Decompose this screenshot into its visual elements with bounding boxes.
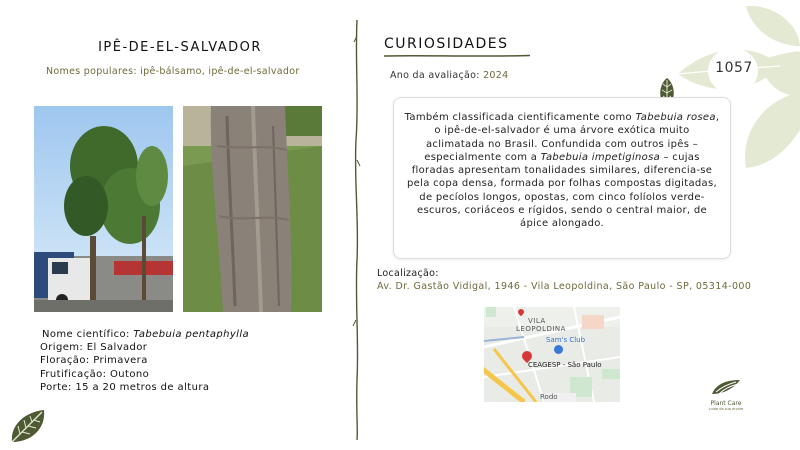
size-row — [40, 381, 249, 394]
map-district-line1: VILA — [528, 317, 546, 325]
tree-name-title: IPÊ-DE-EL-SALVADOR — [98, 40, 262, 55]
location-map[interactable] — [484, 307, 620, 402]
popular-names — [46, 66, 300, 77]
curiosities-card — [393, 97, 731, 259]
size-label: Porte: — [40, 381, 72, 393]
location-address: Av. Dr. Gastão Vidigal, 1946 - Vila Leopoldina, São Paulo - SP, 05314-000 — [377, 281, 752, 292]
map-place-sams: Sam's Club — [546, 336, 586, 344]
curiosity-species-1: Tabebuia rosea — [635, 112, 716, 123]
fruiting-value: Outono — [110, 368, 150, 380]
plant-care-logo-name: Plant Care — [710, 400, 742, 407]
origin-value: El Salvador — [86, 342, 148, 354]
plant-care-logo-tagline: cuide da sua árvore — [708, 407, 744, 411]
evaluation-year — [390, 70, 508, 81]
tree-photo — [34, 106, 173, 312]
title-underline — [384, 54, 530, 58]
map-road-label: Rodo — [540, 393, 558, 401]
curiosities-title: CURIOSIDADES — [384, 36, 509, 52]
fruiting-label: Frutificação: — [40, 368, 107, 380]
curiosity-text-1: Também classificada cientificamente como — [404, 112, 636, 123]
curiosity-species-2: Tabebuia impetiginosa — [540, 151, 661, 163]
evaluation-year-label: Ano da avaliação: — [390, 70, 480, 81]
map-place-ceagesp: CEAGESP - São Paulo — [528, 361, 602, 369]
curiosity-text-2: , o ipê-de-el-salvador é uma árvore exótica muito aclimatada no Brasil. Confundida com outros ipês – especialmente com a — [424, 112, 720, 163]
evaluation-year-value: 2024 — [483, 70, 509, 81]
map-district-line2: LEOPOLDINA — [516, 325, 566, 333]
flowering-row — [40, 354, 249, 367]
shop-icon — [554, 345, 563, 354]
origin-label: Origem: — [40, 342, 84, 354]
popular-names-value: ipê-bálsamo, ipê-de-el-salvador — [140, 66, 300, 77]
flowering-value: Primavera — [93, 355, 148, 367]
size-value: 15 a 20 metros de altura — [75, 381, 210, 393]
scientific-name-row — [40, 328, 249, 341]
tree-details — [40, 328, 249, 394]
tree-count: 1057 — [715, 60, 753, 76]
plant-care-logo — [702, 378, 750, 412]
location-label: Localização: — [377, 268, 439, 279]
origin-row — [40, 341, 249, 354]
scientific-name-value: Tabebuia pentaphylla — [133, 329, 250, 340]
leaf-icon — [8, 408, 48, 446]
plant-care-logo-icon — [710, 378, 742, 396]
vertical-divider — [345, 20, 369, 440]
scientific-name-label: Nome científico: — [42, 329, 130, 340]
flowering-label: Floração: — [40, 355, 90, 367]
popular-names-label: Nomes populares: — [46, 66, 137, 77]
fruiting-row — [40, 368, 249, 381]
trunk-photo — [183, 106, 322, 312]
curiosity-text-3: – cujas floradas apresentam tonalidades similares, diferencia-se pela copa densa, formada por folhas compostas digitadas, de pecíolos longos, opostas, com cinco folíolos verde-escuros, coriáceos e rígidos, sendo o central maior, de ápice alongado. — [407, 151, 717, 230]
